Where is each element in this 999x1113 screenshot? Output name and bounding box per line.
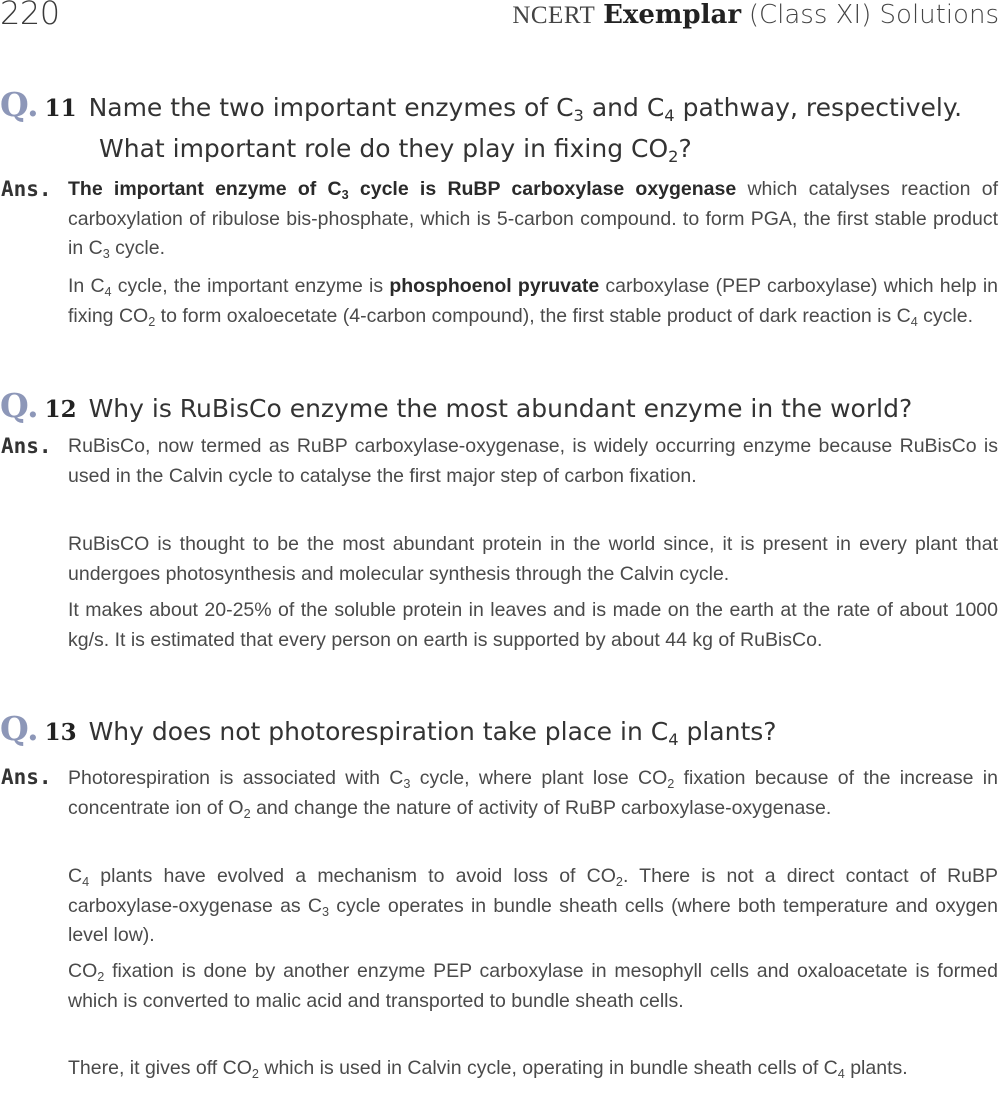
answer-13-paragraph-4: There, it gives off $CO_2$ which is used in Calvin cycle, operating in bundle sheath cells of $C_4$ plants. <box>68 1057 908 1081</box>
question-number: 11 <box>44 95 77 122</box>
answer-label: Ans. <box>1 434 52 458</box>
publisher-name: NCERT <box>512 2 596 29</box>
question-number: 13 <box>44 719 77 746</box>
answer-12-paragraph-1: RuBisCo, now termed as RuBP carboxylase-oxygenase, is widely occurring enzyme because RuBisCo is used in the Calvin cycle to catalyse the first major step of carbon fixation. <box>68 435 998 487</box>
page-number: 220 <box>0 0 60 32</box>
question-mark-label: Q. <box>0 85 39 124</box>
page-header <box>0 0 999 40</box>
question-number: 12 <box>44 396 77 423</box>
answer-11-paragraph-2: In $C_4$ cycle, the important enzyme is phosphoenol pyruvate carboxylase (PEP carboxylase) which help in fixing $CO_2$ to form oxaloecetate (4-carbon compound), the first stable product of dark reaction is $C_4$ cycle. <box>68 275 998 329</box>
answer-label: Ans. <box>1 177 52 201</box>
answer-12-paragraph-3: It makes about 20-25% of the soluble protein in leaves and is made on the earth at the rate of about 1000 kg/s. It is estimated that every person on earth is supported by about 44 kg of RuBisCo. <box>68 599 998 651</box>
answer-11-paragraph-1: The important enzyme of $C_3$ cycle is RuBP carboxylase oxygenase which catalyses reaction of carboxylation of ribulose bis-phosphate, which is 5-carbon compound. to form PGA, the first stable product in $C_3$ cycle. <box>68 178 998 261</box>
question-mark-label: Q. <box>0 386 39 425</box>
answer-label: Ans. <box>1 765 52 789</box>
answer-12-paragraph-2: RuBisCO is thought to be the most abundant protein in the world since, it is present in every plant that undergoes photosynthesis and molecular synthesis through the Calvin cycle. <box>68 533 998 585</box>
series-name: Exemplar <box>603 0 742 30</box>
class-suffix: (Class XI) Solutions <box>748 0 999 30</box>
answer-13-paragraph-1: Photorespiration is associated with $C_3$ cycle, where plant lose $CO_2$ fixation because of the increase in concentrate ion of $O_2$ and change the nature of activity of RuBP carboxylase-oxygenase. <box>68 767 998 821</box>
question-11-line-2: What important role do they play in fixing $CO_2$? <box>99 134 692 166</box>
book-title <box>512 0 999 30</box>
answer-13-paragraph-3: $CO_2$ fixation is done by another enzyme PEP carboxylase in mesophyll cells and oxaloacetate is formed which is converted to malic acid and transported to bundle sheath cells. <box>68 960 998 1012</box>
answer-13-paragraph-2: $C_4$ plants have evolved a mechanism to avoid loss of $CO_2$. There is not a direct contact of RuBP carboxylase-oxygenase as $C_3$ cycle operates in bundle sheath cells (where both temperature and oxygen level low). <box>68 865 999 946</box>
question-mark-label: Q. <box>0 709 39 748</box>
question-12: Q. 12 Why is RuBisCo enzyme the most abundant enzyme in the world? <box>0 386 913 425</box>
question-13: Q. 13 Why does not photorespiration take place in $C_4$ plants? <box>0 709 777 749</box>
question-11-line-1: Q. 11 Name the two important enzymes of $C_3$ and $C_4$ pathway, respectively. <box>0 85 963 125</box>
